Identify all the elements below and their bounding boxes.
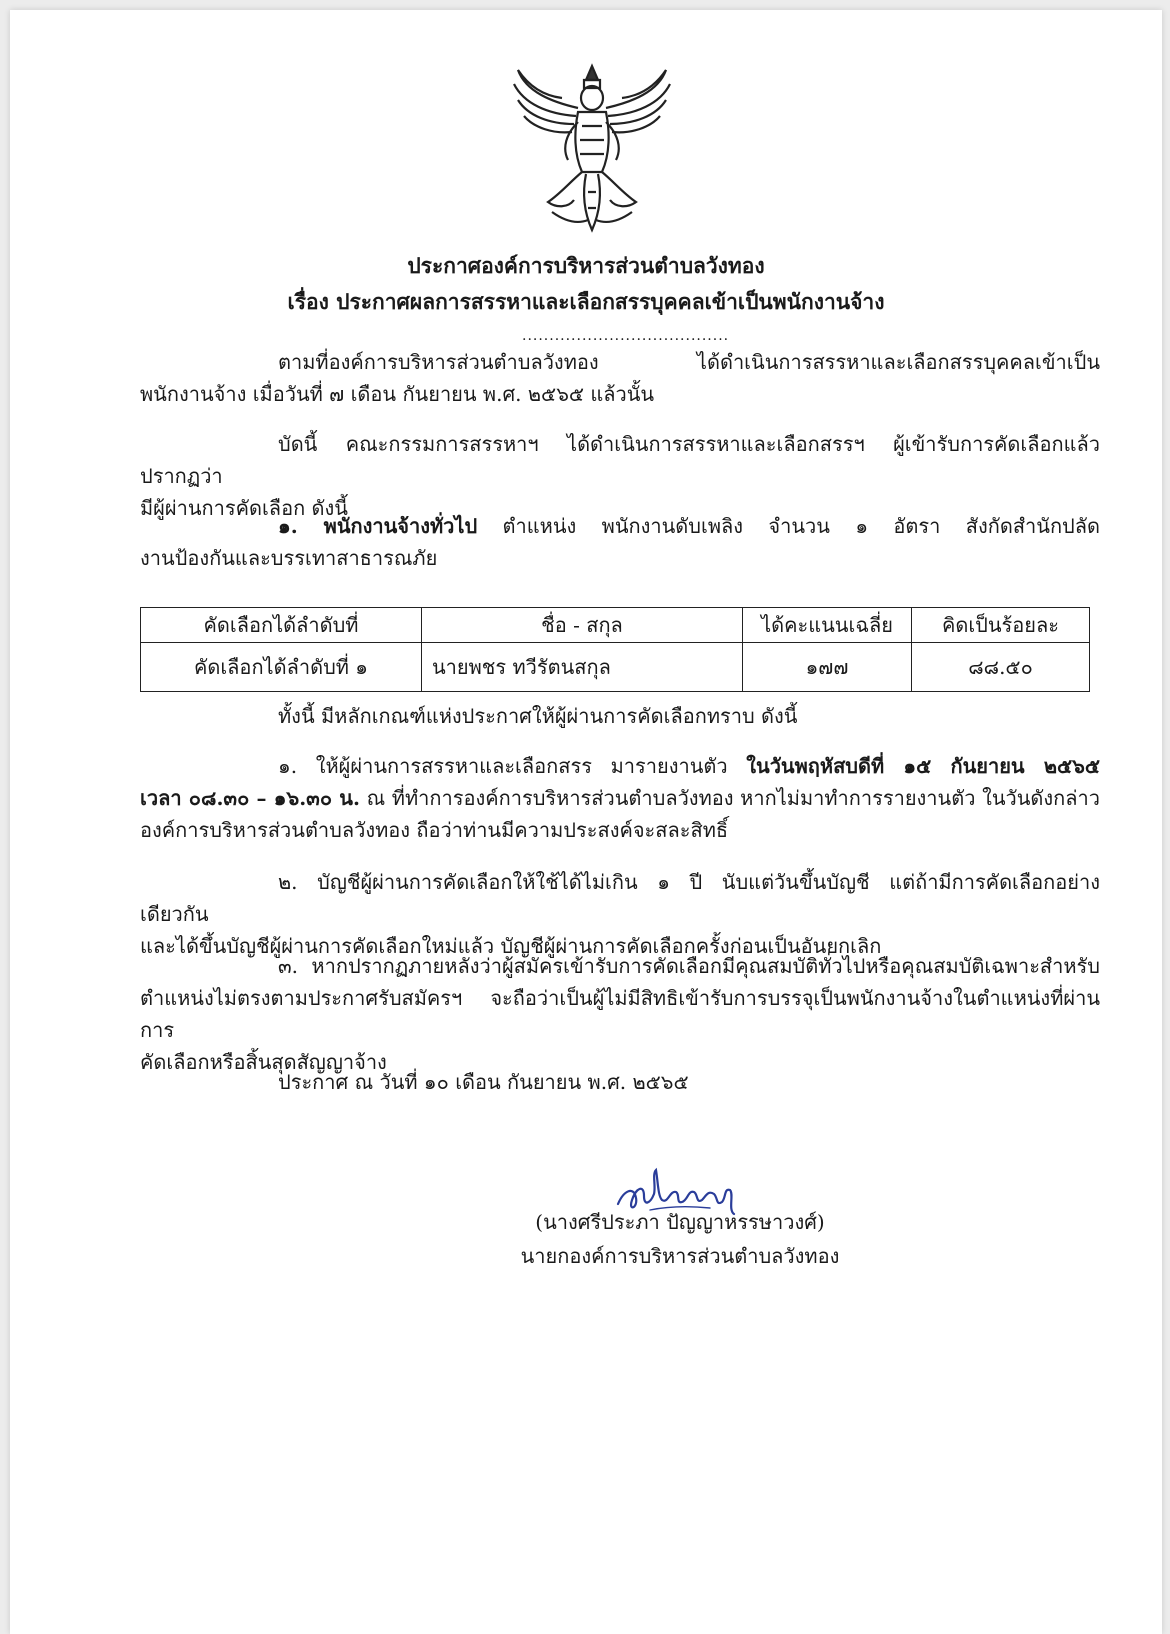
rule-2: ๒. บัญชีผู้ผ่านการคัดเลือกให้ใช้ได้ไม่เกิน ๑ ปี นับแต่วันขึ้นบัญชี แต่ถ้ามีการคัดเลือกอย่างเดียวกัน และได้ขึ้นบัญชีผู้ผ่านการคัดเลือกใหม่แล้ว บัญชีผู้ผ่านการคัดเลือกครั้งก่อนเป็นอันยกเลิก [140,870,1100,958]
table-header-cell: ชื่อ - สกุล [422,608,743,643]
announcement-subject: เรื่อง ประกาศผลการสรรหาและเลือกสรรบุคคลเข้าเป็นพนักงานจ้าง [287,289,885,314]
paragraph-result-intro: บัดนี้ คณะกรรมการสรรหาฯ ได้ดำเนินการสรรหาและเลือกสรรฯ ผู้เข้ารับการคัดเลือกแล้ว ปรากฏว่า มีผู้ผ่านการคัดเลือก ดังนี้ [140,432,1100,520]
document-page [10,10,1162,1634]
title-separator: ...................................... [522,328,730,344]
rule-1: ๑. ให้ผู้ผ่านการสรรหาและเลือกสรร มารายงานตัว ในวันพฤหัสบดีที่ ๑๕ กันยายน ๒๕๖๕ เวลา ๐๘.๓๐ – ๑๖.๓๐ น. ณ ที่ทำการองค์การบริหารส่วนตำบลวังทอง หากไม่มาทำการรายงานตัว ในวันดังกล่าว องค์การบริหารส่วนตำบลวังทอง ถือว่าท่านมีความประสงค์จะสละสิทธิ์ [140,754,1100,842]
announcement-date: ประกาศ ณ วันที่ ๑๐ เดือน กันยายน พ.ศ. ๒๕๖๕ [278,1070,689,1094]
signer-name: (นางศรีประภา ปัญญาหรรษาวงศ์) [535,1210,825,1234]
garuda-emblem-icon [512,62,672,238]
table-cell-percent: ๘๘.๕๐ [912,643,1090,692]
table-cell-rank: คัดเลือกได้ลำดับที่ ๑ [141,643,422,692]
table-header-cell: ได้คะแนนเฉลี่ย [743,608,912,643]
table-header-row [141,608,1090,643]
paragraph-criteria: ทั้งนี้ มีหลักเกณฑ์แห่งประกาศให้ผู้ผ่านการคัดเลือกทราบ ดังนี้ [278,704,798,728]
table-row [141,643,1090,692]
paragraph-position: ๑. พนักงานจ้างทั่วไป ตำแหน่ง พนักงานดับเพลิง จำนวน ๑ อัตรา สังกัดสำนักปลัด งานป้องกันและบรรเทาสาธารณภัย [140,514,1100,570]
paragraph-intro: ตามที่องค์การบริหารส่วนตำบลวังทอง ได้ดำเนินการสรรหาและเลือกสรรบุคคลเข้าเป็น พนักงานจ้าง เมื่อวันที่ ๗ เดือน กันยายน พ.ศ. ๒๕๖๕ แล้วนั้น [140,350,1100,406]
table-cell-name: นายพชร ทวีรัตนสกุล [422,643,743,692]
table-header-cell: คัดเลือกได้ลำดับที่ [141,608,422,643]
announcement-title: ประกาศองค์การบริหารส่วนตำบลวังทอง [407,253,765,278]
table-cell-score: ๑๗๗ [743,643,912,692]
table-header-cell: คิดเป็นร้อยละ [912,608,1090,643]
rule-3: ๓. หากปรากฏภายหลังว่าผู้สมัครเข้ารับการคัดเลือกมีคุณสมบัติทั่วไปหรือคุณสมบัติเฉพาะสำหรับ ตำแหน่งไม่ตรงตามประกาศรับสมัครฯ จะถือว่าเป็นผู้ไม่มีสิทธิเข้ารับการบรรจุเป็นพนักงานจ้างในตำแหน่งที่ผ่านการ คัดเลือกหรือสิ้นสุดสัญญาจ้าง [140,954,1100,1074]
signer-position: นายกองค์การบริหารส่วนตำบลวังทอง [520,1244,840,1268]
result-table [140,607,1090,692]
